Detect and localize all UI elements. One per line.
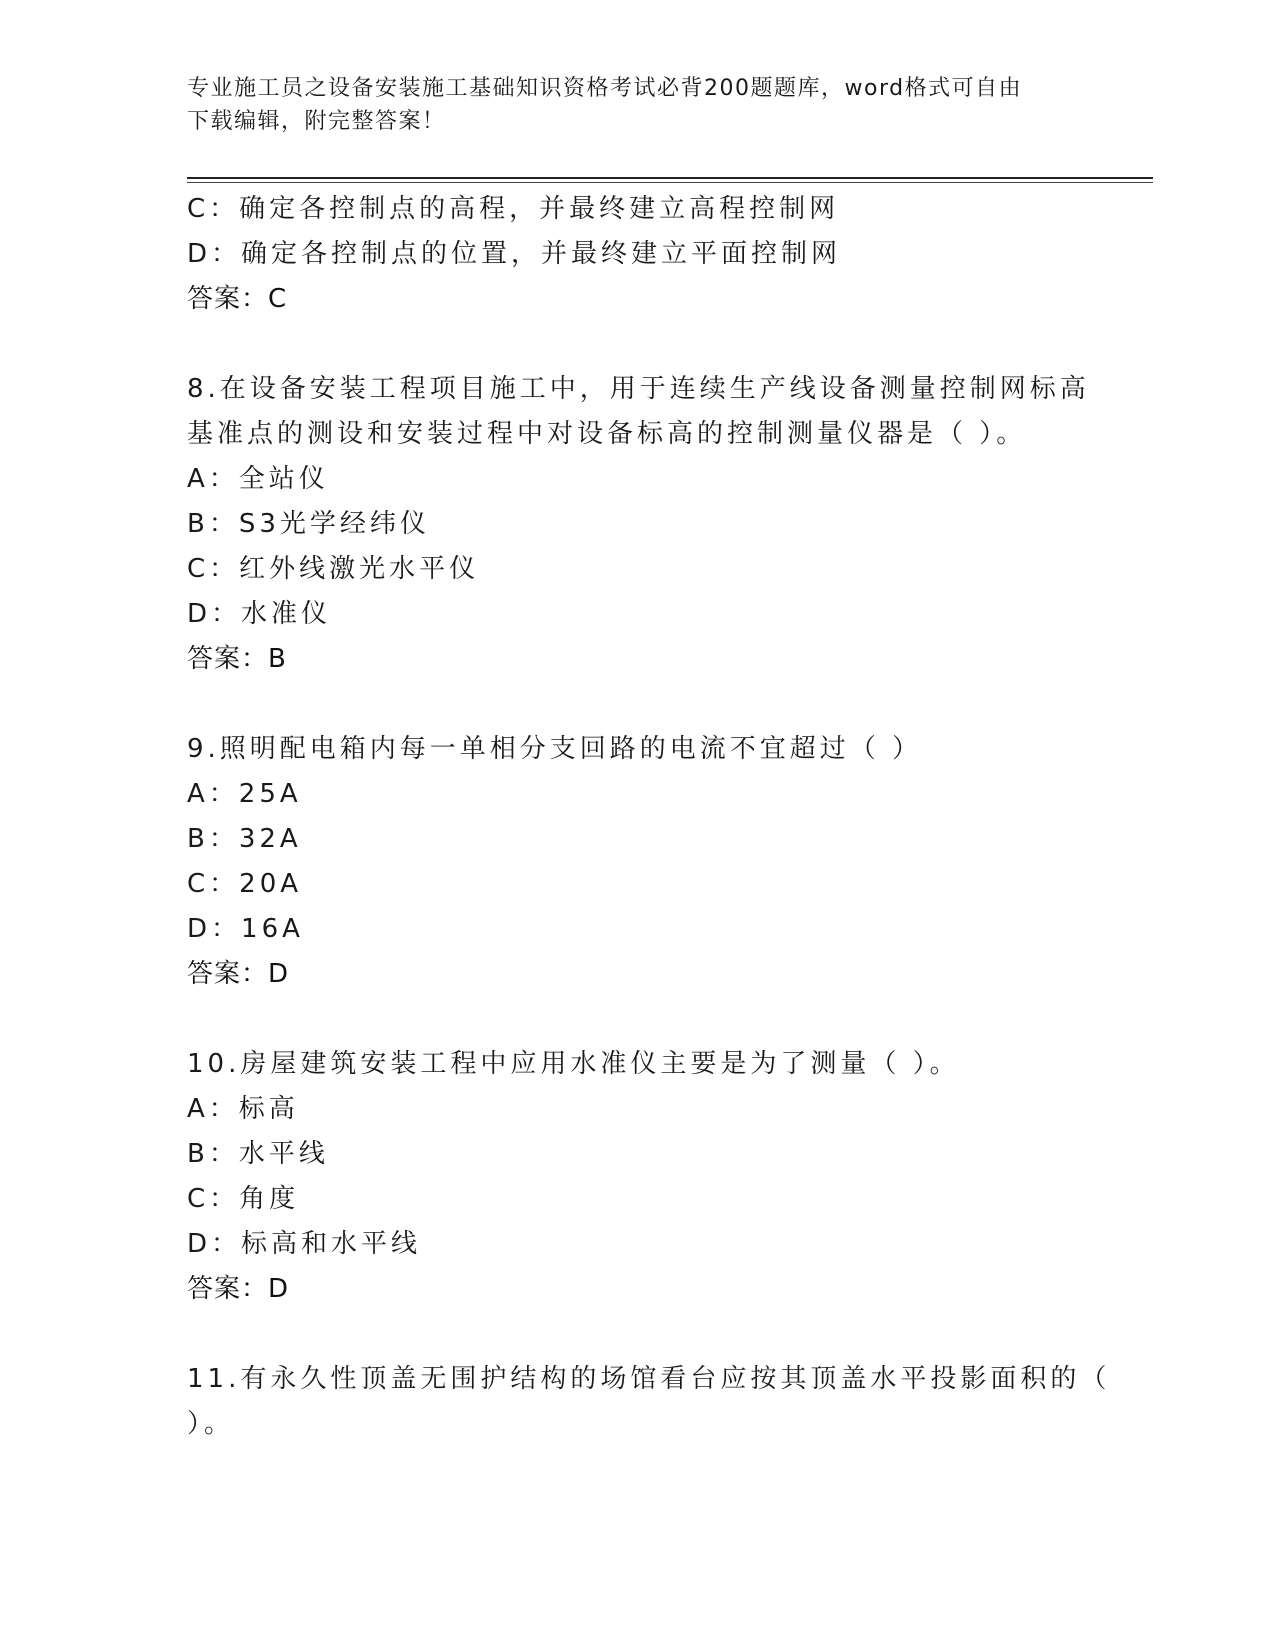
header-line-1: 专业施工员之设备安装施工基础知识资格考试必背200题题库，word格式可自由 bbox=[187, 76, 1023, 101]
q8-option-d: D：水准仪 bbox=[187, 599, 332, 629]
q10-stem-line-1: 10.房屋建筑安装工程中应用水准仪主要是为了测量（ ）。 bbox=[187, 1049, 960, 1079]
q11-stem-line-2: ）。 bbox=[187, 1409, 235, 1439]
header-line-2: 下载编辑，附完整答案！ bbox=[187, 109, 446, 134]
q9-option-d: D：16A bbox=[187, 914, 304, 944]
q7-option-d: D：确定各控制点的位置，并最终建立平面控制网 bbox=[187, 239, 842, 269]
q8-stem-line-2: 基准点的测设和安装过程中对设备标高的控制测量仪器是（ ）。 bbox=[187, 419, 1027, 449]
q7-answer: 答案：C bbox=[187, 284, 288, 314]
q10-option-a: A：标高 bbox=[187, 1094, 299, 1124]
q10-option-b: B：水平线 bbox=[187, 1139, 329, 1169]
q8-option-c: C：红外线激光水平仪 bbox=[187, 554, 480, 584]
header-divider-thick bbox=[187, 177, 1153, 179]
q8-option-b: B：S3光学经纬仪 bbox=[187, 509, 430, 539]
q11-stem-line-1: 11.有永久性顶盖无围护结构的场馆看台应按其顶盖水平投影面积的（ bbox=[187, 1364, 1111, 1394]
document-header bbox=[187, 72, 1087, 138]
header-divider-thin bbox=[187, 182, 1153, 183]
q9-answer: 答案：D bbox=[187, 959, 290, 989]
q8-stem-line-1: 8.在设备安装工程项目施工中，用于连续生产线设备测量控制网标高 bbox=[187, 374, 1090, 404]
q10-answer: 答案：D bbox=[187, 1274, 290, 1304]
q9-stem-line-1: 9.照明配电箱内每一单相分支回路的电流不宜超过（ ） bbox=[187, 734, 923, 764]
q10-option-c: C：角度 bbox=[187, 1184, 300, 1214]
q10-option-d: D：标高和水平线 bbox=[187, 1229, 422, 1259]
q8-option-a: A：全站仪 bbox=[187, 464, 329, 494]
q9-option-c: C：20A bbox=[187, 869, 303, 899]
q7-option-c: C：确定各控制点的高程，并最终建立高程控制网 bbox=[187, 194, 840, 224]
q9-option-b: B：32A bbox=[187, 824, 302, 854]
q8-answer: 答案：B bbox=[187, 644, 287, 674]
q9-option-a: A：25A bbox=[187, 779, 302, 809]
